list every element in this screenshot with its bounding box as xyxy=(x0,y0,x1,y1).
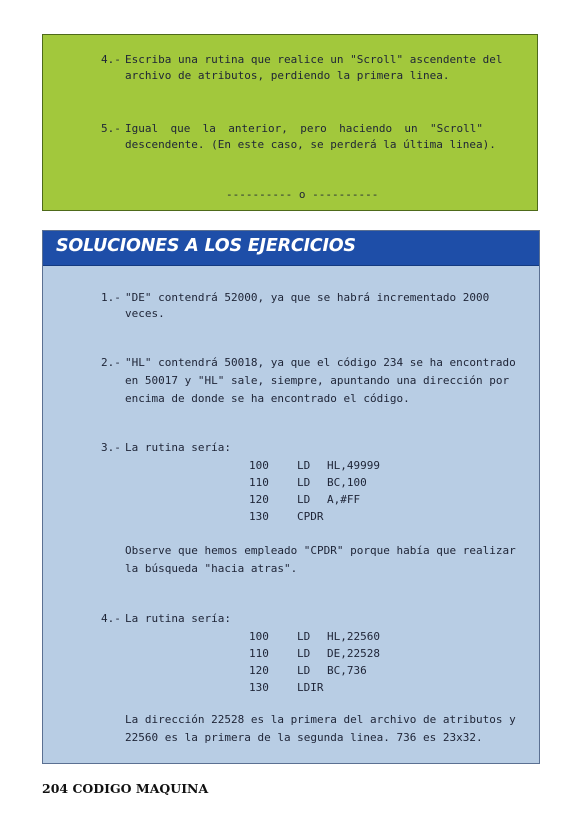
code-opcode: LD xyxy=(297,630,311,643)
exercise-5-line-1: Igual que la anterior, pero haciendo un "Scroll" xyxy=(125,122,483,135)
exercise-4-number: 4.- xyxy=(101,53,121,66)
solution-4-intro: La rutina sería: xyxy=(125,612,231,625)
solution-2-line-2: en 50017 y "HL" sale, siempre, apuntando una dirección por xyxy=(125,374,510,387)
solution-4-note-line-1: La dirección 22528 es la primera del archivo de atributos y xyxy=(125,713,516,726)
solution-3-note-line-2: la búsqueda "hacia atras". xyxy=(125,562,298,575)
code-opcode: CPDR xyxy=(297,510,324,523)
code-line-number: 120 xyxy=(249,664,269,677)
solutions-title: SOLUCIONES A LOS EJERCICIOS xyxy=(56,236,356,256)
code-operand: HL,49999 xyxy=(327,459,380,472)
solution-1-line-2: veces. xyxy=(125,307,165,320)
code-opcode: LD xyxy=(297,459,311,472)
solution-3-number: 3.- xyxy=(101,441,121,454)
code-opcode: LDIR xyxy=(297,681,324,694)
solutions-box xyxy=(42,230,540,764)
code-line-number: 130 xyxy=(249,681,269,694)
solution-2-line-1: "HL" contendrá 50018, ya que el código 234 se ha encontrado xyxy=(125,356,516,369)
solution-4-number: 4.- xyxy=(101,612,121,625)
code-line-number: 110 xyxy=(249,647,269,660)
solution-3-note-line-1: Observe que hemos empleado "CPDR" porque había que realizar xyxy=(125,544,516,557)
code-operand: A,#FF xyxy=(327,493,361,506)
code-line-number: 110 xyxy=(249,476,269,489)
exercise-5-number: 5.- xyxy=(101,122,121,135)
code-opcode: LD xyxy=(297,493,311,506)
exercise-4-line-1: Escriba una rutina que realice un "Scroll" ascendente del xyxy=(125,53,503,66)
solution-2-line-3: encima de donde se ha encontrado el código. xyxy=(125,392,410,405)
code-operand: BC,736 xyxy=(327,664,367,677)
page-footer: 204 CODIGO MAQUINA xyxy=(42,781,209,796)
code-operand: BC,100 xyxy=(327,476,367,489)
code-line-number: 100 xyxy=(249,459,269,472)
code-opcode: LD xyxy=(297,476,311,489)
code-line-number: 120 xyxy=(249,493,269,506)
section-separator: ---------- o ---------- xyxy=(226,188,379,201)
solution-3-intro: La rutina sería: xyxy=(125,441,231,454)
solution-4-note-line-2: 22560 es la primera de la segunda linea. 736 es 23x32. xyxy=(125,731,483,744)
code-opcode: LD xyxy=(297,647,311,660)
code-operand: DE,22528 xyxy=(327,647,380,660)
solutions-banner xyxy=(43,231,539,266)
exercise-4-line-2: archivo de atributos, perdiendo la primera linea. xyxy=(125,69,450,82)
code-opcode: LD xyxy=(297,664,311,677)
solution-1-number: 1.- xyxy=(101,291,121,304)
code-line-number: 100 xyxy=(249,630,269,643)
exercise-5-line-2: descendente. (En este caso, se perderá la última linea). xyxy=(125,138,496,151)
solution-2-number: 2.- xyxy=(101,356,121,369)
code-operand: HL,22560 xyxy=(327,630,380,643)
code-line-number: 130 xyxy=(249,510,269,523)
exercises-box xyxy=(42,34,538,211)
solution-1-line-1: "DE" contendrá 52000, ya que se habrá incrementado 2000 xyxy=(125,291,490,304)
